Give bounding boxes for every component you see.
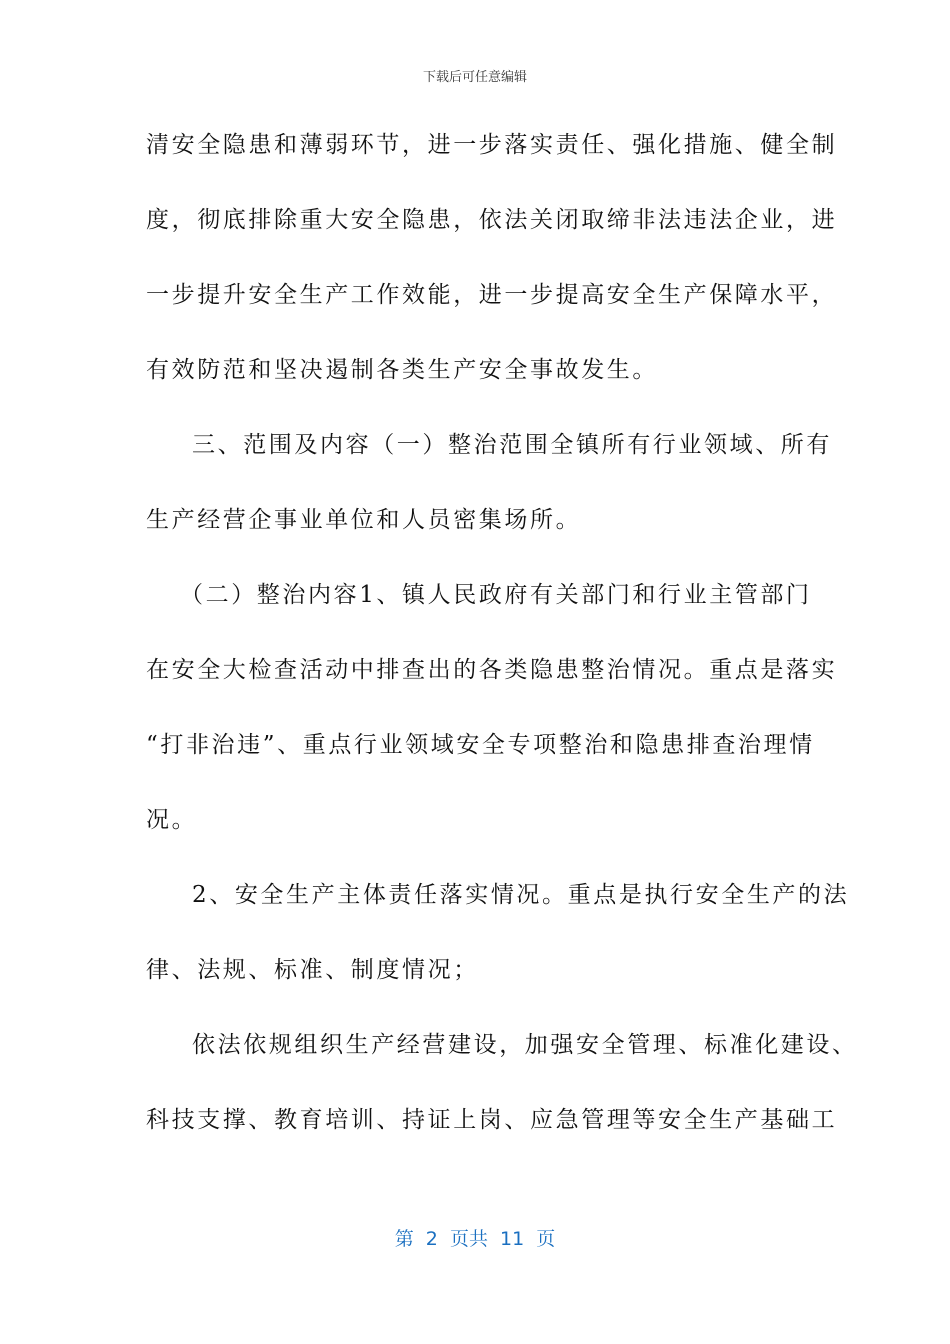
body-line: （二）整治内容1、镇人民政府有关部门和行业主管部门: [180, 582, 812, 608]
body-line: 2、安全生产主体责任落实情况。重点是执行安全生产的法: [192, 882, 850, 908]
body-line: 况。: [146, 807, 198, 833]
body-line: 科技支撑、教育培训、持证上岗、应急管理等安全生产基础工: [146, 1107, 838, 1133]
body-line: 在安全大检查活动中排查出的各类隐患整治情况。重点是落实: [146, 657, 838, 683]
body-line: 度，彻底排除重大安全隐患，依法关闭取缔非法违法企业，进: [146, 207, 838, 233]
body-line: 一步提升安全生产工作效能，进一步提高安全生产保障水平，: [146, 282, 838, 308]
body-line: 有效防范和坚决遏制各类生产安全事故发生。: [146, 357, 658, 383]
header-note: 下载后可任意编辑: [422, 70, 527, 85]
body-line: 生产经营企事业单位和人员密集场所。: [146, 507, 582, 533]
body-line: 三、范围及内容（一）整治范围全镇所有行业领域、所有: [192, 432, 832, 458]
page-number-footer: 第 2 页共 11 页: [394, 1228, 556, 1250]
body-line: “打非治违”、重点行业领域安全专项整治和隐患排查治理情: [146, 732, 815, 758]
body-line: 律、法规、标准、制度情况；: [146, 957, 479, 983]
body-line: 清安全隐患和薄弱环节，进一步落实责任、强化措施、健全制: [146, 132, 838, 158]
body-line: 依法依规组织生产经营建设，加强安全管理、标准化建设、: [192, 1032, 858, 1058]
